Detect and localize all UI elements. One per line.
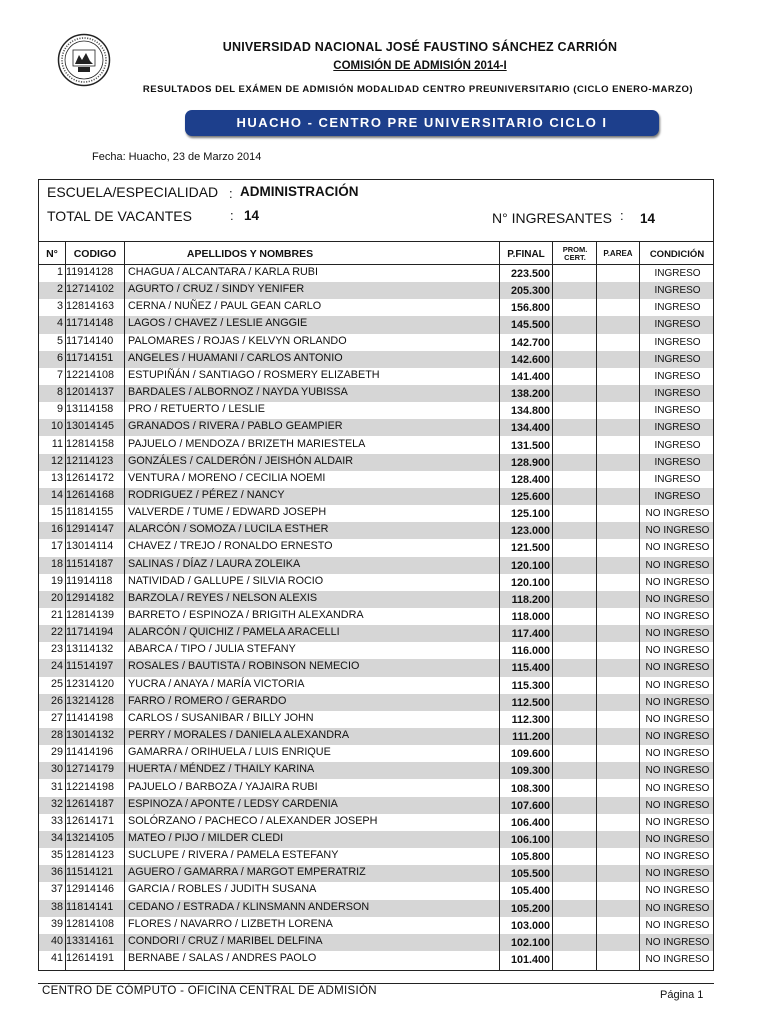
row-status: NO INGRESO (645, 954, 710, 965)
row-status: NO INGRESO (645, 662, 710, 674)
row-number: 5 (56, 334, 63, 347)
row-code: 12214108 (66, 368, 115, 381)
row-name: SOLÓRZANO / PACHECO / ALEXANDER JOSEPH (128, 814, 378, 827)
col-divider (552, 242, 553, 971)
row-final-score: 106.100 (510, 833, 550, 846)
table-row (39, 299, 713, 316)
col-header-final: P.FINAL (507, 248, 545, 260)
row-code: 12014137 (66, 386, 115, 399)
row-status: INGRESO (654, 473, 701, 485)
row-number: 24 (50, 660, 63, 673)
table-row (39, 385, 713, 402)
row-number: 32 (50, 797, 63, 810)
admitted-value: 14 (640, 211, 656, 226)
row-name: CHAGUA / ALCANTARA / KARLA RUBI (128, 266, 319, 278)
row-code: 13014145 (66, 420, 115, 433)
row-final-score: 115.400 (511, 662, 550, 675)
row-final-score: 103.000 (510, 919, 550, 932)
table-row (39, 711, 713, 728)
row-code: 12714102 (66, 283, 115, 296)
row-number: 26 (50, 694, 63, 707)
row-name: RODRIGUEZ / PÉREZ / NANCY (128, 488, 285, 501)
vacancies-value: 14 (244, 208, 260, 223)
school-colon: : (229, 186, 233, 201)
col-divider (499, 242, 500, 971)
row-name: MATEO / PIJO / MILDER CLEDI (128, 831, 284, 844)
university-seal-icon (57, 33, 111, 87)
row-code: 11514187 (66, 557, 114, 570)
row-name: HUERTA / MÉNDEZ / THAILY KARINA (128, 763, 315, 776)
row-final-score: 105.400 (510, 885, 550, 898)
table-row (39, 488, 713, 505)
row-name: CARLOS / SUSANIBAR / BILLY JOHN (128, 711, 314, 724)
row-number: 20 (50, 591, 63, 604)
col-header-number: N° (46, 248, 58, 260)
row-status: NO INGRESO (645, 542, 710, 554)
row-status: NO INGRESO (645, 885, 710, 897)
row-final-score: 125.100 (510, 508, 550, 521)
table-row (39, 522, 713, 539)
table-row (39, 762, 713, 779)
row-code: 11414198 (66, 711, 114, 724)
row-name: BARDALES / ALBORNOZ / NAYDA YUBISSA (128, 386, 348, 399)
row-code: 12814163 (66, 300, 115, 313)
row-name: AGURTO / CRUZ / SINDY YENIFER (128, 283, 305, 296)
row-final-score: 223.500 (510, 268, 550, 280)
table-row (39, 625, 713, 642)
row-final-score: 125.600 (510, 490, 550, 503)
row-status: INGRESO (654, 319, 701, 331)
table-row (39, 848, 713, 865)
row-status: INGRESO (654, 268, 701, 279)
row-name: BERNABE / SALAS / ANDRES PAOLO (128, 952, 317, 964)
row-status: INGRESO (654, 456, 701, 468)
row-final-score: 118.200 (511, 593, 550, 606)
row-final-score: 121.500 (510, 542, 550, 555)
row-number: 1 (56, 266, 63, 278)
row-name: SALINAS / DÍAZ / LAURA ZOLEIKA (128, 557, 301, 570)
table-row (39, 745, 713, 762)
row-final-score: 134.800 (510, 405, 550, 418)
row-name: PAJUELO / BARBOZA / YAJAIRA RUBI (128, 780, 318, 793)
row-code: 11914118 (66, 574, 113, 587)
row-status: INGRESO (654, 353, 701, 365)
table-row (39, 591, 713, 608)
row-name: CONDORI / CRUZ / MARIBEL DELFINA (128, 934, 323, 947)
row-code: 12814108 (66, 917, 115, 930)
row-status: NO INGRESO (645, 919, 710, 931)
row-number: 19 (50, 574, 63, 587)
row-status: NO INGRESO (645, 782, 710, 794)
col-header-status: CONDICIÓN (649, 248, 705, 260)
table-row (39, 437, 713, 454)
row-name: ESPINOZA / APONTE / LEDSY CARDENIA (128, 797, 338, 810)
row-status: NO INGRESO (645, 868, 710, 880)
row-name: FLORES / NAVARRO / LIZBETH LORENA (128, 917, 333, 930)
table-row (39, 505, 713, 522)
university-name: UNIVERSIDAD NACIONAL JOSÉ FAUSTINO SÁNCHEZ CARRIÓN (222, 40, 618, 54)
row-status: NO INGRESO (645, 628, 710, 640)
row-final-score: 112.500 (511, 696, 550, 709)
row-code: 11914128 (66, 266, 114, 278)
row-name: CEDANO / ESTRADA / KLINSMANN ANDERSON (128, 900, 370, 913)
row-number: 28 (50, 729, 63, 742)
table-row (39, 402, 713, 419)
table-row (39, 454, 713, 471)
table-row (39, 780, 713, 797)
row-code: 13014132 (66, 729, 115, 742)
row-status: NO INGRESO (645, 576, 710, 588)
row-code: 12614172 (66, 471, 115, 484)
row-code: 12214198 (66, 780, 115, 793)
table-row (39, 282, 713, 299)
row-final-score: 128.400 (510, 473, 550, 486)
row-final-score: 138.200 (510, 388, 550, 401)
row-name: AGUERO / GAMARRA / MARGOT EMPERATRIZ (128, 866, 366, 879)
col-header-prom (553, 243, 597, 265)
row-final-score: 156.800 (510, 302, 550, 315)
table-row (39, 368, 713, 385)
row-final-score: 116.000 (511, 645, 550, 658)
row-number: 21 (50, 609, 63, 621)
row-name: ANGELES / HUAMANI / CARLOS ANTONIO (128, 351, 343, 364)
row-status: INGRESO (654, 336, 701, 348)
row-status: NO INGRESO (645, 765, 710, 777)
table-row (39, 557, 713, 574)
table-row (39, 814, 713, 831)
table-row (39, 351, 713, 368)
commission-title (130, 60, 710, 72)
row-final-score: 120.100 (510, 576, 550, 589)
row-name: BARZOLA / REYES / NELSON ALEXIS (128, 591, 318, 604)
row-number: 8 (56, 386, 63, 399)
row-code: 12814158 (66, 437, 115, 450)
row-status: INGRESO (654, 439, 701, 451)
footer-divider (38, 983, 714, 984)
row-name: GARCIA / ROBLES / JUDITH SUSANA (128, 883, 317, 896)
table-row (39, 934, 713, 951)
row-status: NO INGRESO (645, 902, 710, 914)
row-status: NO INGRESO (645, 816, 710, 828)
row-number: 41 (50, 952, 63, 964)
row-number: 2 (56, 283, 63, 296)
row-name: ABARCA / TIPO / JULIA STEFANY (128, 643, 296, 656)
table-row (39, 642, 713, 659)
row-status: INGRESO (654, 490, 701, 502)
row-name: PRO / RETUERTO / LESLIE (128, 403, 266, 416)
row-code: 12614187 (66, 797, 115, 810)
row-number: 33 (50, 814, 63, 827)
row-status: INGRESO (654, 388, 701, 400)
row-code: 11414196 (66, 746, 114, 759)
row-status: INGRESO (654, 370, 701, 382)
row-code: 11814155 (66, 506, 114, 519)
row-name: GRANADOS / RIVERA / PABLO GEAMPIER (128, 420, 343, 433)
row-final-score: 145.500 (510, 319, 550, 332)
row-number: 10 (50, 420, 63, 433)
row-final-score: 128.900 (510, 456, 550, 469)
row-status: NO INGRESO (645, 799, 710, 811)
row-status: NO INGRESO (645, 713, 710, 725)
col-header-code: CODIGO (73, 248, 117, 260)
row-final-score: 118.000 (511, 611, 550, 623)
vacancies-label: TOTAL DE VACANTES (47, 208, 192, 224)
row-final-score: 120.100 (510, 559, 550, 572)
row-name: CERNA / NUÑEZ / PAUL GEAN CARLO (128, 300, 322, 313)
row-code: 12914182 (66, 591, 115, 604)
row-final-score: 108.300 (510, 782, 550, 795)
row-status: NO INGRESO (645, 833, 710, 845)
row-code: 11814141 (66, 900, 114, 913)
table-row (39, 797, 713, 814)
row-code: 13114132 (66, 643, 114, 656)
row-number: 36 (50, 866, 63, 879)
row-status: INGRESO (654, 302, 701, 314)
page-number: Página 1 (660, 989, 704, 1001)
row-number: 30 (50, 763, 63, 776)
admitted-label: N° INGRESANTES (492, 210, 612, 226)
row-number: 37 (50, 883, 63, 896)
row-status: NO INGRESO (645, 679, 710, 691)
row-code: 13214128 (66, 694, 115, 707)
commission-text: COMISIÓN DE ADMISIÓN 2014-I (333, 60, 507, 72)
row-name: YUCRA / ANAYA / MARÍA VICTORIA (128, 677, 305, 690)
row-final-score: 111.200 (512, 731, 550, 744)
row-code: 12914146 (66, 883, 115, 896)
col-header-prom-line1: PROM. (562, 245, 588, 254)
table-row (39, 334, 713, 351)
row-number: 11 (51, 437, 63, 450)
row-final-score: 101.400 (510, 954, 550, 966)
row-number: 14 (50, 488, 63, 501)
row-name: ALARCÓN / QUICHIZ / PAMELA ARACELLI (128, 626, 340, 639)
row-final-score: 105.200 (510, 902, 550, 915)
row-number: 23 (50, 643, 63, 656)
row-final-score: 134.400 (510, 422, 550, 435)
table-row (39, 419, 713, 436)
row-code: 12614171 (66, 814, 115, 827)
row-name: GONZÁLES / CALDERÓN / JEISHÓN ALDAIR (128, 454, 353, 467)
row-status: NO INGRESO (645, 525, 710, 537)
table-row (39, 539, 713, 556)
row-final-score: 141.400 (510, 370, 550, 383)
table-row (39, 574, 713, 591)
row-name: ROSALES / BAUTISTA / ROBINSON NEMECIO (128, 660, 360, 673)
row-code: 13214105 (66, 831, 115, 844)
row-number: 3 (56, 300, 63, 313)
row-number: 31 (50, 780, 63, 793)
table-row (39, 265, 713, 282)
row-name: CHAVEZ / TREJO / RONALDO ERNESTO (128, 540, 333, 553)
row-number: 25 (50, 677, 63, 690)
row-final-score: 105.800 (510, 851, 550, 864)
table-row (39, 677, 713, 694)
row-final-score: 102.100 (510, 936, 550, 949)
row-final-score: 205.300 (510, 285, 550, 298)
table-row (39, 900, 713, 917)
row-code: 11714148 (66, 317, 114, 330)
table-row (39, 882, 713, 899)
row-number: 6 (56, 351, 63, 364)
row-final-score: 109.600 (510, 748, 550, 761)
row-status: NO INGRESO (645, 559, 710, 571)
row-final-score: 109.300 (510, 765, 550, 778)
row-name: ALARCÓN / SOMOZA / LUCILA ESTHER (128, 523, 329, 536)
row-status: NO INGRESO (645, 611, 710, 622)
row-number: 15 (50, 506, 63, 519)
table-row (39, 471, 713, 488)
row-name: LAGOS / CHAVEZ / LESLIE ANGGIE (128, 317, 308, 330)
row-number: 4 (56, 317, 63, 330)
table-row (39, 659, 713, 676)
row-status: NO INGRESO (645, 696, 710, 708)
row-number: 29 (50, 746, 63, 759)
row-name: VALVERDE / TUME / EDWARD JOSEPH (128, 506, 327, 519)
row-number: 40 (50, 934, 63, 947)
table-row (39, 917, 713, 934)
footer-office: CENTRO DE CÓMPUTO - OFICINA CENTRAL DE ADMISIÓN (42, 985, 377, 997)
row-status: NO INGRESO (645, 508, 710, 520)
school-value: ADMINISTRACIÓN (240, 184, 359, 199)
row-code: 11514121 (66, 866, 114, 879)
results-title: RESULTADOS DEL EXÁMEN DE ADMISIÓN MODALIDAD CENTRO PREUNIVERSITARIO (CICLO ENERO-MARZO) (142, 84, 694, 95)
row-name: PERRY / MORALES / DANIELA ALEXANDRA (128, 729, 350, 742)
row-code: 11714140 (66, 334, 114, 347)
row-name: PALOMARES / ROJAS / KELVYN ORLANDO (128, 334, 347, 347)
table-row (39, 728, 713, 745)
row-final-score: 142.700 (510, 336, 550, 349)
table-row (39, 831, 713, 848)
vacancies-colon: : (230, 208, 234, 223)
row-status: INGRESO (654, 285, 701, 297)
row-code: 12614168 (66, 488, 115, 501)
row-status: NO INGRESO (645, 851, 710, 863)
row-name: BARRETO / ESPINOZA / BRIGITH ALEXANDRA (128, 609, 364, 621)
row-final-score: 115.300 (511, 679, 550, 692)
row-final-score: 142.600 (510, 353, 550, 366)
col-header-name: APELLIDOS Y NOMBRES (186, 248, 314, 260)
row-number: 12 (50, 454, 63, 467)
col-divider (65, 242, 66, 971)
row-code: 12714179 (66, 763, 115, 776)
row-number: 7 (56, 368, 63, 381)
row-final-score: 105.500 (510, 868, 550, 881)
row-number: 22 (50, 626, 63, 639)
row-status: NO INGRESO (645, 593, 710, 605)
row-code: 13014114 (66, 540, 114, 553)
table-row (39, 694, 713, 711)
row-status: NO INGRESO (645, 645, 710, 657)
admitted-colon: : (620, 208, 624, 223)
row-code: 12114123 (66, 454, 114, 467)
row-code: 12814123 (66, 849, 115, 862)
col-header-parea: P.AREA (603, 249, 633, 258)
row-number: 39 (50, 917, 63, 930)
row-name: NATIVIDAD / GALLUPE / SILVIA ROCIO (128, 574, 324, 587)
table-row (39, 608, 713, 625)
row-name: FARRO / ROMERO / GERARDO (128, 694, 287, 707)
row-number: 18 (50, 557, 63, 570)
col-divider (639, 242, 640, 971)
row-final-score: 112.300 (511, 713, 550, 726)
row-code: 12614191 (66, 952, 115, 964)
row-final-score: 131.500 (510, 439, 550, 452)
row-number: 13 (50, 471, 63, 484)
col-divider (124, 242, 125, 971)
report-date: Fecha: Huacho, 23 de Marzo 2014 (92, 151, 262, 163)
row-name: ESTUPIÑÁN / SANTIAGO / ROSMERY ELIZABETH (128, 368, 380, 381)
col-divider (596, 242, 597, 971)
row-code: 13114158 (66, 403, 114, 416)
row-final-score: 123.000 (510, 525, 550, 538)
row-final-score: 107.600 (510, 799, 550, 812)
row-number: 34 (50, 831, 63, 844)
row-number: 27 (50, 711, 63, 724)
row-name: VENTURA / MORENO / CECILIA NOEMI (128, 471, 326, 484)
row-name: GAMARRA / ORIHUELA / LUIS ENRIQUE (128, 746, 331, 759)
row-number: 35 (50, 849, 63, 862)
row-code: 13314161 (66, 934, 115, 947)
row-code: 12314120 (66, 677, 115, 690)
row-number: 17 (50, 540, 63, 553)
row-status: INGRESO (654, 422, 701, 434)
row-code: 12814139 (66, 609, 115, 621)
row-status: INGRESO (654, 405, 701, 417)
row-number: 16 (50, 523, 63, 536)
row-status: NO INGRESO (645, 731, 710, 743)
row-final-score: 106.400 (510, 816, 550, 829)
row-code: 11514197 (66, 660, 114, 673)
row-code: 11714194 (66, 626, 114, 639)
row-name: PAJUELO / MENDOZA / BRIZETH MARIESTELA (128, 437, 366, 450)
header-divider (38, 241, 714, 242)
row-number: 9 (56, 403, 63, 416)
row-code: 11714151 (66, 351, 114, 364)
row-status: NO INGRESO (645, 748, 710, 760)
table-row (39, 951, 713, 968)
row-number: 38 (50, 900, 63, 913)
col-header-prom-line2: CERT. (564, 253, 586, 262)
campus-banner: HUACHO - CENTRO PRE UNIVERSITARIO CICLO I (185, 110, 659, 136)
table-row (39, 865, 713, 882)
row-final-score: 117.400 (511, 628, 550, 641)
school-label: ESCUELA/ESPECIALIDAD (47, 184, 219, 200)
row-status: NO INGRESO (645, 936, 710, 948)
row-name: SUCLUPE / RIVERA / PAMELA ESTEFANY (128, 849, 339, 862)
row-code: 12914147 (66, 523, 115, 536)
table-row (39, 316, 713, 333)
